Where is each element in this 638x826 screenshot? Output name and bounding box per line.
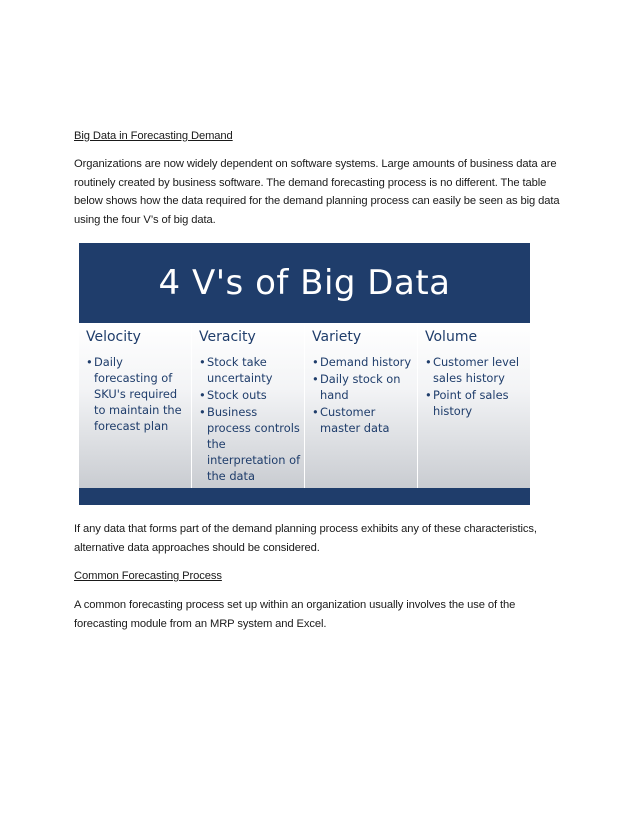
list-item-text: Business process controls the interpretation of the data <box>207 405 301 483</box>
bullet-icon: • <box>199 355 206 369</box>
list-item-text: Daily stock on hand <box>320 372 401 402</box>
bullet-icon: • <box>425 355 432 369</box>
list-item <box>425 354 527 386</box>
four-vs-infographic <box>79 243 530 505</box>
list-item <box>425 387 527 419</box>
bullet-icon: • <box>86 355 93 369</box>
column-velocity <box>79 323 192 488</box>
column-title: Variety <box>312 329 362 345</box>
list-item-text: Customer master data <box>320 405 390 435</box>
column-list <box>86 354 188 434</box>
list-item <box>312 371 414 403</box>
column-variety <box>305 323 418 488</box>
list-item <box>312 404 414 436</box>
list-item <box>199 387 301 403</box>
bullet-icon: • <box>312 372 319 386</box>
list-item <box>199 354 301 386</box>
column-list <box>312 354 414 436</box>
bullet-icon: • <box>312 405 319 419</box>
list-item-text: Daily forecasting of SKU's required to maintain the forecast plan <box>94 355 182 433</box>
column-title: Veracity <box>199 329 256 345</box>
infographic-columns <box>79 323 530 488</box>
column-list <box>199 354 301 484</box>
column-veracity <box>192 323 305 488</box>
list-item-text: Demand history <box>320 355 412 369</box>
list-item-text: Stock outs <box>207 388 267 402</box>
section-heading-common-forecasting: Common Forecasting Process <box>74 570 222 582</box>
bullet-icon: • <box>312 355 319 369</box>
characteristics-paragraph: If any data that forms part of the demand planning process exhibits any of these characteristics, alternative data approaches should be considered. <box>74 523 537 554</box>
list-item-text: Customer level sales history <box>433 355 520 385</box>
intro-paragraph: Organizations are now widely dependent on software systems. Large amounts of business data are routinely created by business software. The demand forecasting process is no different. The table below shows how the data required for the demand planning process can easily be seen as big data using the four V’s of big data. <box>74 158 560 226</box>
column-title: Velocity <box>86 329 141 345</box>
column-list <box>425 354 527 419</box>
list-item <box>86 354 188 434</box>
bullet-icon: • <box>199 388 206 402</box>
forecasting-process-paragraph: A common forecasting process set up within an organization usually involves the use of the forecasting module from an MRP system and Excel. <box>74 599 516 630</box>
section-heading-big-data: Big Data in Forecasting Demand <box>74 130 233 142</box>
infographic-title: 4 V's of Big Data <box>158 263 451 303</box>
list-item-text: Point of sales history <box>433 388 509 418</box>
list-item-text: Stock take uncertainty <box>207 355 273 385</box>
column-volume <box>418 323 530 488</box>
column-title: Volume <box>425 329 478 345</box>
list-item <box>199 404 301 484</box>
bullet-icon: • <box>199 405 206 419</box>
list-item <box>312 354 414 370</box>
bullet-icon: • <box>425 388 432 402</box>
